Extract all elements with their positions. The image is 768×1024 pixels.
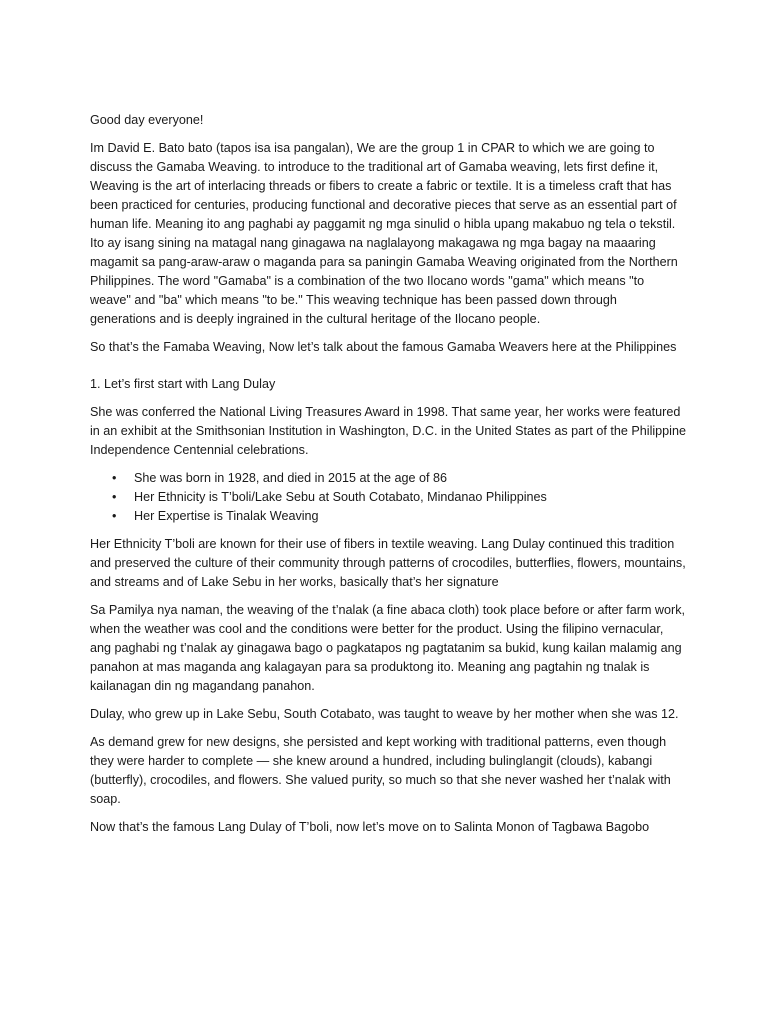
ethnicity-paragraph: Her Ethnicity T’boli are known for their use of fibers in textile weaving. Lang Dulay continued this tradition and preserved the culture of their community through patterns of crocodiles, butterflies, flowers, mountains, and streams and of Lake Sebu in her works, basically that’s her signature bbox=[90, 537, 686, 589]
list-item bbox=[112, 507, 686, 526]
list-item-text: Her Expertise is Tinalak Weaving bbox=[134, 509, 319, 523]
list-item bbox=[112, 469, 686, 488]
list-item-text: Her Ethnicity is T’boli/Lake Sebu at South Cotabato, Mindanao Philippines bbox=[134, 490, 547, 504]
bullet-icon: • bbox=[112, 490, 117, 504]
bullet-icon: • bbox=[112, 509, 117, 523]
greeting-paragraph: Good day everyone! bbox=[90, 113, 204, 127]
intro-paragraph: Im David E. Bato bato (tapos isa isa pangalan), We are the group 1 in CPAR to which we are going to discuss the Gamaba Weaving. to introduce to the traditional art of Gamaba weaving, lets first define it, Weaving is the art of interlacing threads or fibers to create a fabric or textile. It is a timeless craft that has been practiced for centuries, producing functional and decorative pieces that serve as an essential part of human life. Meaning ito ang paghabi ay paggamit ng mga sinulid o hibla upang makabuo ng tela o tekstil. Ito ay isang sining na matagal nang ginagawa na naglalayong makagawa ng mga bagay na maaaring magamit sa pang-araw-araw o maganda para sa paningin Gamaba Weaving originated from the Northern Philippines. The word "Gamaba" is a combination of the two Ilocano words "gama" which means "to weave" and "ba" which means "to be." This weaving technique has been passed down through generations and is deeply ingrained in the cultural heritage of the Ilocano people. bbox=[90, 141, 678, 326]
bullet-icon: • bbox=[112, 471, 117, 485]
closing-paragraph: Now that’s the famous Lang Dulay of T’boli, now let’s move on to Salinta Monon of Tagbawa Bagobo bbox=[90, 820, 650, 834]
section-heading: 1. Let’s first start with Lang Dulay bbox=[90, 377, 276, 391]
family-paragraph: Sa Pamilya nya naman, the weaving of the t’nalak (a fine abaca cloth) took place before or after farm work, when the weather was cool and the conditions were better for the product. Using the filipino vernacular, ang paghabi ng t’nalak ay ginagawa bago o pagkatapos ng pagtatanim sa bukid, kung kailan malamig ang panahon at mas maganda ang kalagayan para sa produktong ito. Meaning ang pagtahin ng tnalak is kailanagan din ng magandang panahon. bbox=[90, 603, 686, 693]
demand-paragraph: As demand grew for new designs, she persisted and kept working with traditional patterns, even though they were harder to complete — she knew around a hundred, including bulinglangit (clouds), kabangi (butterfly), crocodiles, and flowers. She valued purity, so much so that she never washed her t’nalak with soap. bbox=[90, 735, 671, 806]
document-page bbox=[90, 111, 686, 846]
facts-list bbox=[90, 469, 686, 526]
award-paragraph: She was conferred the National Living Treasures Award in 1998. That same year, her works were featured in an exhibit at the Smithsonian Institution in Washington, D.C. in the United States as part of the Philippine Independence Centennial celebrations. bbox=[90, 405, 686, 457]
childhood-paragraph: Dulay, who grew up in Lake Sebu, South Cotabato, was taught to weave by her mother when she was 12. bbox=[90, 707, 679, 721]
list-item bbox=[112, 488, 686, 507]
list-item-text: She was born in 1928, and died in 2015 at the age of 86 bbox=[134, 471, 447, 485]
transition-paragraph: So that’s the Famaba Weaving, Now let’s talk about the famous Gamaba Weavers here at the Philippines bbox=[90, 340, 677, 354]
